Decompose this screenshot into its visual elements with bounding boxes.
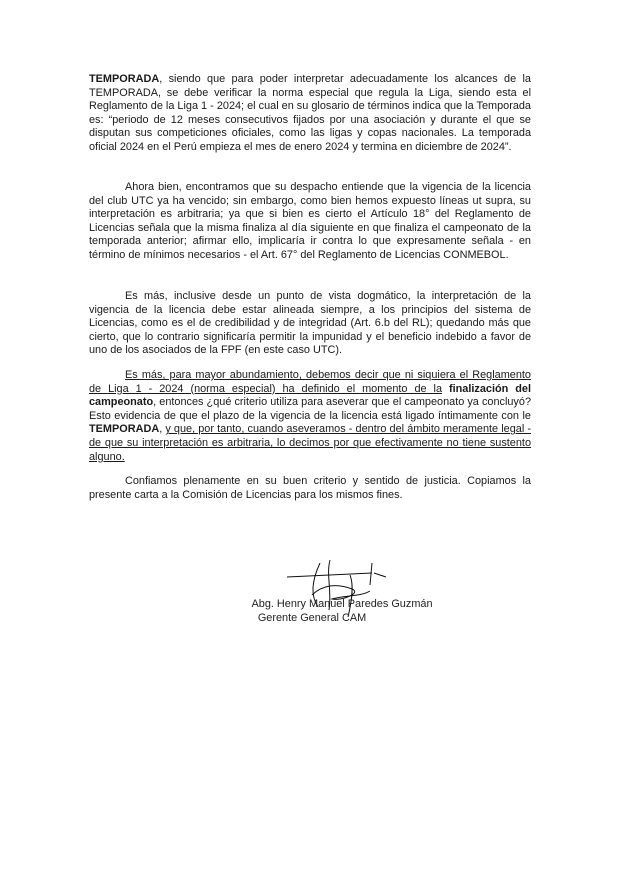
- underlined-text: Es más, para mayor abundamiento, debemos decir que ni siquiera el Reglamento de Liga 1 - 2024 (norma especial) ha definido el momento de la: [89, 369, 531, 395]
- signatory-role: Gerente General CAM: [257, 612, 367, 624]
- paragraph-text: , entonces ¿qué criterio utiliza para aseverar que el campeonato ya concluyó? Esto evidencia de que el plazo de la vigencia de la licencia está ligado íntimamente con le: [89, 396, 531, 422]
- underlined-text: y que, por tanto, cuando aseveramos - dentro del ámbito meramente legal - de que su interpretación es arbitraria, lo decimos por que efectivamente no tiene sustento alguno.: [89, 423, 532, 463]
- paragraph-temporada-definition: [89, 73, 531, 155]
- signatory-name: Abg. Henry Manuel Paredes Guzmán: [251, 598, 433, 610]
- paragraph-text: ,: [159, 423, 163, 436]
- paragraph-dogmatic-view: Es más, inclusive desde un punto de vista dogmático, la interpretación de la vigencia de la licencia debe estar alineada siempre, a los principios del sistema de Licencias, como es el de credibilidad y de integridad (Art. 6.b del RL); quedando más que cierto, que lo contrario significaría permitir la impunidad y el beneficio indebido a favor de uno de los asociados de la FPF (en este caso UTC).: [89, 290, 531, 357]
- paragraph-text: , siendo que para poder interpretar adecuadamente los alcances de la TEMPORADA, se debe verificar la norma especial que regula la Liga, siendo esta el Reglamento de la Liga 1 - 2024; el cual en su glosario de términos indica que la Temporada es: “periodo de 12 meses consecutivos fijados por una asociación y durante el que se disputan sus competiciones oficiales, como las ligas y copas nacionales. La temporada oficial 2024 en el Perú empieza el mes de enero 2024 y termina en diciembre de 2024”.: [89, 73, 531, 153]
- temporada-bold: TEMPORADA: [89, 73, 160, 85]
- paragraph-championship-end: [89, 369, 531, 464]
- paragraph-license-validity: Ahora bien, encontramos que su despacho entiende que la vigencia de la licencia del club UTC ya ha vencido; sin embargo, como bien hemos expuesto líneas ut supra, su interpretación es arbitraria; ya que si bien es cierto el Artículo 18° del Reglamento de Licencias señala que la misma finaliza al día siguiente en que finaliza el campeonato de la temporada anterior; afirmar ello, implicaría ir contra lo que expresamente señala - en término de mínimos necesarios - el Art. 67° del Reglamento de Licencias CONMEBOL.: [89, 181, 531, 261]
- paragraph-closing: Confiamos plenamente en su buen criterio y sentido de justicia. Copiamos la presente carta a la Comisión de Licencias para los mismos fines.: [89, 475, 531, 501]
- bold-text: finalización del campeonato: [89, 382, 531, 409]
- temporada-bold: TEMPORADA: [89, 423, 160, 436]
